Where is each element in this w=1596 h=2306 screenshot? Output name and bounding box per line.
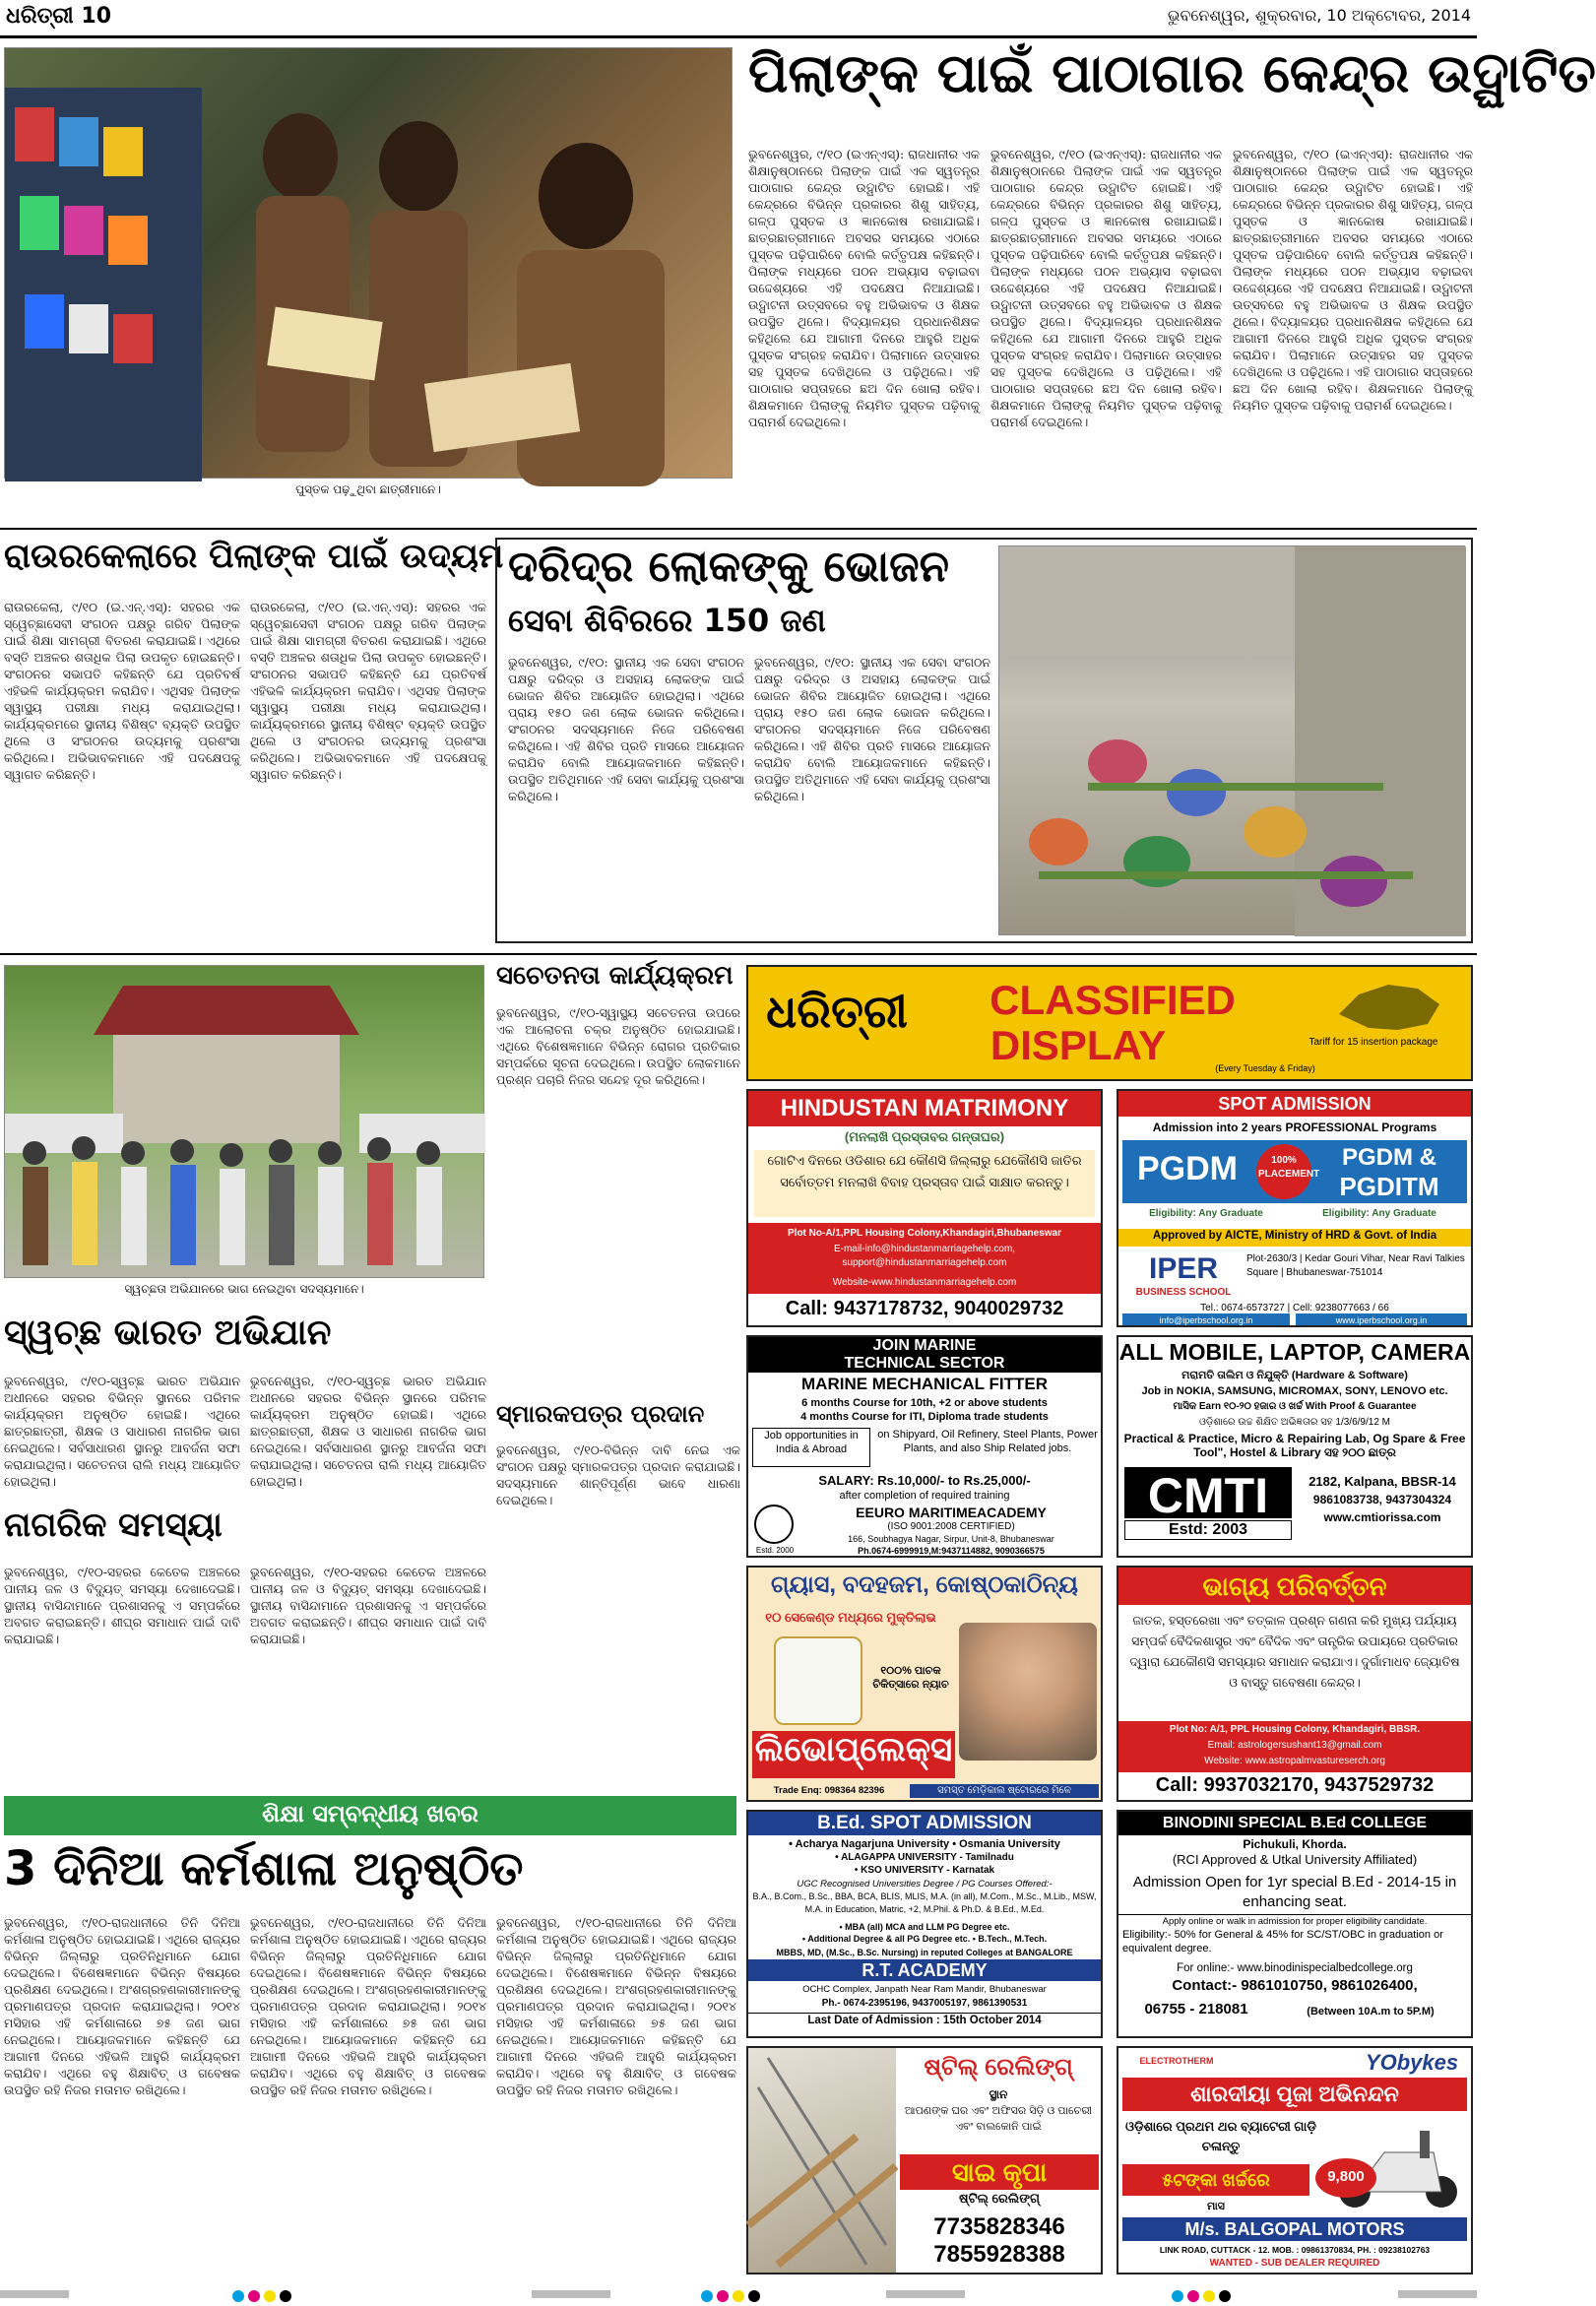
story1-body-col3: ଭୁବନେଶ୍ୱର, ୯/୧୦ (ଇଏନ୍‌ଏସ୍): ରାଜଧାନୀର ଏକ ଶିକ୍ଷାନୁଷ୍ଠାନରେ ପିଲାଙ୍କ ପାଇଁ ଏକ ସ୍ୱତନ୍ତ୍ର ପାଠାଗାର କେନ୍ଦ୍ର ଉଦ୍ଘାଟିତ ହୋଇଛି। ଏହି କେନ୍ଦ୍ରରେ ବିଭିନ୍ନ ପ୍ରକାରର ଶିଶୁ ସାହିତ୍ୟ, ଗଳ୍ପ ପୁସ୍ତକ ଓ ଜ୍ଞାନକୋଷ ରଖାଯାଇଛି। ଛାତ୍ରଛାତ୍ରୀମାନେ ଅବସର ସମୟରେ ଏଠାରେ ପୁସ୍ତକ ପଢ଼ିପାରିବେ ବୋଲି କର୍ତ୍ତୃପକ୍ଷ କହିଛନ୍ତି। ପିଲାଙ୍କ ମଧ୍ୟରେ ପଠନ ଅଭ୍ୟାସ ବଢ଼ାଇବା ଉଦ୍ଦେଶ୍ୟରେ ଏହି ପଦକ୍ଷେପ ନିଆଯାଇଛି। ଉଦ୍ଘାଟନୀ ଉତ୍ସବରେ ବହୁ ଅଭିଭାବକ ଓ ଶିକ୍ଷକ ଉପସ୍ଥିତ ଥିଲେ। ବିଦ୍ୟାଳୟର ପ୍ରଧାନଶିକ୍ଷକ କହିଥିଲେ ଯେ ଆଗାମୀ ଦିନରେ ଆହୁରି ଅଧିକ ପୁସ୍ତକ ସଂଗ୍ରହ କରାଯିବ। ପିଲାମାନେ ଉତ୍ସାହର ସହ ପୁସ୍ତକ ଦେଖିଥିଲେ ଓ ପଢ଼ିଥିଲେ। ଏହି ପାଠାଗାର ସପ୍ତାହରେ ଛଅ ଦିନ ଖୋଲା ରହିବ। ଶିକ୍ଷକମାନେ ପିଲାଙ୍କୁ ନିୟମିତ ପୁସ୍ତକ ପଢ଼ିବାକୁ ପରାମର୍ଶ ଦେଇଥିଲେ। [1233, 147, 1473, 413]
pgdm2-label: PGDM & [1342, 1144, 1436, 1171]
pgditm-label: PGDITM [1339, 1172, 1439, 1201]
livo-person-icon [959, 1623, 1097, 1761]
hindustan-body: ଗୋଟିଏ ଦିନରେ ଓଡିଶାର ଯେ କୌଣସି ଜିଲ୍ଲାରୁ ଯେକୌଣସି ଜାତିର ସର୍ବୋତ୍ତମ ମନଲାଖି ବିବାହ ପ୍ରସ୍ତାବ ପାଇଁ ସାକ୍ଷାତ କରନ୍ତୁ। [754, 1150, 1095, 1217]
spot-title: SPOT ADMISSION [1118, 1091, 1471, 1117]
story7-body-col1: ଭୁବନେଶ୍ୱର, ୯/୧୦-ସହରର କେତେକ ଅଞ୍ଚଳରେ ପାନୀୟ ଜଳ ଓ ବିଦ୍ୟୁତ୍ ସମସ୍ୟା ଦେଖାଦେଇଛି। ସ୍ଥାନୀୟ ବାସିନ୍ଦାମାନେ ପ୍ରଶାସନକୁ ଏ ସମ୍ପର୍କରେ ଅବଗତ କରାଇଛନ୍ତି। ଶୀଘ୍ର ସମାଧାନ ପାଇଁ ଦାବି କରାଯାଇଛି। [4, 1565, 240, 1646]
sai-krupa-steel-railing-ad[interactable] [746, 2046, 1103, 2274]
registration-dots-mid [701, 2287, 770, 2301]
livo-line2: ୧୦ ସେକେଣ୍ଡ ମଧ୍ୟରେ ମୁକ୍ତିଲାଭ [765, 1610, 936, 1625]
story8-body: ଭୁବନେଶ୍ୱର, ୯/୧୦-ବିଭିନ୍ନ ଦାବି ନେଇ ଏକ ସଂଗଠନ ପକ୍ଷରୁ ସ୍ମାରକପତ୍ର ପ୍ରଦାନ କରାଯାଇଛି। ସଦସ୍ୟମାନେ ଶାନ୍ତିପୂର୍ଣ୍ଣ ଭାବେ ଧାରଣା ଦେଇଥିଲେ। [496, 1442, 740, 1507]
binodini-phone2: 06755 - 218081 [1144, 2001, 1248, 2018]
cmti-or1: ମରାମତି ତାଲିମ ଓ ନିଯୁକ୍ତି (Hardware & Software) [1181, 1370, 1408, 1381]
bed-mba: • MBA (all) MCA and LLM PG Degree etc. [839, 1922, 1010, 1932]
cmti-practical: Practical & Practice, Micro & Repairing Lab, Og Spare & Free Tool", Hostel & Library ସହ ୨୦୦ ଛାତ୍ର [1123, 1432, 1466, 1459]
marine-estd: Estd. 2000 [755, 1546, 795, 1555]
classified-line2: DISPLAY [990, 1022, 1167, 1068]
cmti-ad[interactable] [1117, 1335, 1473, 1558]
hindustan-call: Call: 9437178732, 9040029732 [785, 1298, 1064, 1319]
livoplex-ad[interactable] [746, 1566, 1103, 1802]
group-photo-caption: ସ୍ୱଚ୍ଛତା ଅଭିଯାନରେ ଭାଗ ନେଇଥିବା ସଦସ୍ୟମାନେ। [124, 1282, 364, 1296]
iper-email: info@iperbschool.org.in [1122, 1313, 1290, 1325]
cmti-earn: ମାସିକ Earn ୧୦-୨୦ ହଜାର ଓ ଖର୍ଚ୍ଚ With Proof & Guarantee [1173, 1401, 1417, 1412]
story7-body-col2: ଭୁବନେଶ୍ୱର, ୯/୧୦-ସହରର କେତେକ ଅଞ୍ଚଳରେ ପାନୀୟ ଜଳ ଓ ବିଦ୍ୟୁତ୍ ସମସ୍ୟା ଦେଖାଦେଇଛି। ସ୍ଥାନୀୟ ବାସିନ୍ଦାମାନେ ପ୍ରଶାସନକୁ ଏ ସମ୍ପର୍କରେ ଅବଗତ କରାଇଛନ୍ତି। ଶୀଘ୍ର ସମାଧାନ ପାଇଁ ଦାବି କରାଯାଇଛି। [250, 1565, 486, 1646]
sai-title1: ଷ୍ଟିଲ୍ ରେଲିଙ୍ଗ୍ [924, 2054, 1073, 2081]
sai-phone1: 7735828346 [933, 2213, 1065, 2240]
price-value: 9,800 [1327, 2168, 1365, 2185]
livo-bottle-icon [774, 1636, 862, 1725]
bed-mbbs: MBBS, MD, (M.Sc., B.Sc. Nursing) in reputed Colleges at BANGALORE [776, 1948, 1073, 1957]
bed-courses: B.A., B.Com., B.Sc., BBA, BCA, BLIS, MLIS, M.A. (in all), M.Com., M.Sc., M.Lib., MSW, M.A. in Education, Matric, +2, M.Phil. & Ph.D. & B.Ed., M.Ed. [752, 1891, 1097, 1914]
marine-course1: 6 months Course for 10th, +2 or above students [801, 1397, 1048, 1409]
cmti-or2: ଓଡ଼ିଶାରେ ଉଚ୍ଚ ଶିକ୍ଷିତ ଅଭିଜ୍ଞତାର ସହ 1/3/6/9/12 M [1198, 1417, 1390, 1428]
bhagya-email: Email: astrologersushant13@gmail.com [1207, 1740, 1382, 1751]
placement-text: 100% PLACEMENT [1258, 1155, 1320, 1180]
feeding-photo [998, 545, 1465, 935]
marine-tech: TECHNICAL SECTOR [748, 1355, 1101, 1373]
cmti-logo: CMTI [1124, 1467, 1292, 1518]
iper-address: Plot-2630/3 | Kedar Gouri Vihar, Near Ravi Talkies Square | Bhubaneswar-751014 [1246, 1253, 1465, 1278]
masthead-rule [0, 35, 1477, 38]
balgopal-title3: ୫ଟଙ୍କା ଖର୍ଚ୍ଚରେ [1122, 2164, 1309, 2196]
binodini-online: For online:- www.binodinispecialbedcollege.org [1177, 1962, 1413, 1974]
binodini-bed-college-ad[interactable] [1117, 1810, 1473, 2038]
cmti-phone: 9861083738, 9437304324 [1312, 1493, 1452, 1506]
cmti-brands: Job in NOKIA, SAMSUNG, MICROMAX, SONY, LENOVO etc. [1141, 1385, 1448, 1397]
bed-title: B.Ed. SPOT ADMISSION [748, 1812, 1101, 1835]
livo-shop: ସମସ୍ତ ମେଡ଼ିକାଲ ଷ୍ଟୋରରେ ମିଳେ [910, 1784, 1099, 1798]
balgopal-address: LINK ROAD, CUTTACK - 12. MOB. : 09861370834, PH. : 09238102763 [1159, 2245, 1431, 2255]
marine-fitter: MARINE MECHANICAL FITTER [801, 1375, 1048, 1393]
hindustan-matrimony-ad[interactable] [746, 1089, 1103, 1327]
marine-phone: Ph.0674-6999919,M:9437114882, 9090366575 [858, 1546, 1045, 1556]
rt-academy: R.T. ACADEMY [748, 1959, 1101, 1981]
balgopal-title4: ମାସ [1207, 2201, 1225, 2212]
binodini-title: BINODINI SPECIAL B.Ed COLLEGE [1118, 1812, 1471, 1835]
balgopal-motors-ad[interactable] [1117, 2046, 1473, 2274]
balgopal-title1: ଶାରଦୀୟା ପୂଜା ଅଭିନନ୍ଦନ [1122, 2078, 1467, 2111]
marine-iso: (ISO 9001:2008 CERTIFIED) [887, 1521, 1015, 1532]
rt-phone: Ph.- 0674-2395196, 9437005197, 9861390531 [821, 1998, 1028, 2009]
page-dateline: ଭୁବନେଶ୍ୱର, ଶୁକ୍ରବାର, 10 ଅକ୍ଟୋବର, 2014 [1167, 6, 1471, 25]
hindustan-email: E-mail-info@hindustanmarriagehelp.com, support@hindustanmarriagehelp.com [833, 1244, 1016, 1268]
bhagya-parivartan-ad[interactable] [1117, 1566, 1473, 1802]
bed-ugc: UGC Recognised Universities Degree / PG Courses Offered:- [797, 1879, 1053, 1890]
binodini-elig: Eligibility:- 50% for General & 45% for SC/ST/OBC in graduation or equivalent degree. [1122, 1929, 1443, 1954]
balgopal-name: M/s. BALGOPAL MOTORS [1122, 2217, 1467, 2241]
hindustan-sub: (ମନଲାଖି ପ୍ରସ୍ତାବର ଗନ୍ତାଘର) [844, 1129, 1005, 1144]
balgopal-title2: ଓଡ଼ିଶାରେ ପ୍ରଥମ ଥର ବ୍ୟାଟେରୀ ଗାଡ଼ି ଚଳାନ୍ତୁ [1125, 2119, 1316, 2153]
bhagya-call: Call: 9937032170, 9437529732 [1155, 1774, 1435, 1796]
livo-title: ଗ୍ୟାସ, ବଦହଜମ, କୋଷ୍ଠକାଠିନ୍ୟ [771, 1571, 1078, 1598]
binodini-rci: (RCI Approved & Utkal University Affiliated) [1172, 1852, 1418, 1867]
story9-body-col1: ଭୁବନେଶ୍ୱର, ୯/୧୦-ରାଜଧାନୀରେ ତିନି ଦିନିଆ କର୍ମଶାଳା ଅନୁଷ୍ଠିତ ହୋଇଯାଇଛି। ଏଥିରେ ରାଜ୍ୟର ବିଭିନ୍ନ ଜିଲ୍ଲାରୁ ପ୍ରତିନିଧିମାନେ ଯୋଗ ଦେଇଥିଲେ। ବିଶେଷଜ୍ଞମାନେ ବିଭିନ୍ନ ବିଷୟରେ ପ୍ରଶିକ୍ଷଣ ଦେଇଥିଲେ। ଅଂଶଗ୍ରହଣକାରୀମାନଙ୍କୁ ପ୍ରମାଣପତ୍ର ପ୍ରଦାନ କରାଯାଇଥିଲା। ୨୦୧୪ ମସିହାର ଏହି କର୍ମଶାଳାରେ ୭୫ ଜଣ ଭାଗ ନେଇଥିଲେ। ଆୟୋଜକମାନେ କହିଛନ୍ତି ଯେ ଆଗାମୀ ଦିନରେ ଏହିଭଳି ଆହୁରି କାର୍ଯ୍ୟକ୍ରମ କରାଯିବ। ଏଥିରେ ବହୁ ଶିକ୍ଷାବିତ୍ ଓ ଗବେଷକ ଉପସ୍ଥିତ ରହି ନିଜର ମତାମତ ରଖିଥିଲେ। [4, 1915, 240, 2097]
marine-logo-icon [754, 1505, 794, 1544]
group-photo [4, 965, 484, 1278]
binodini-apply: Apply online or walk in admission for proper eligibility candidate. [1118, 1914, 1471, 1926]
marine-course2: 4 months Course for ITI, Diploma trade students [800, 1411, 1049, 1423]
tariff-text: Tariff for 15 insertion package [1309, 1037, 1438, 1048]
railing-photo [748, 2048, 896, 2273]
registration-dots-right [1172, 2287, 1241, 2301]
marine-jobs: Job opportunities in India & Abroad [752, 1428, 870, 1467]
page-folio: ଧରିତ୍ରୀ 10 [6, 4, 112, 29]
livo-trade: Trade Enq: 098364 82396 [773, 1785, 885, 1796]
approved-text: Approved by AICTE, Ministry of HRD & Govt. of India [1118, 1229, 1471, 1247]
cmti-web: www.cmtiorissa.com [1323, 1510, 1441, 1524]
bhagya-web: Website: www.astropalmvastureserch.org [1204, 1756, 1385, 1766]
story6-body: ଭୁବନେଶ୍ୱର, ୯/୧୦-ସ୍ୱାସ୍ଥ୍ୟ ସଚେତନତା ଉପରେ ଏକ ଆଲୋଚନା ଚକ୍ର ଅନୁଷ୍ଠିତ ହୋଇଯାଇଛି। ଏଥିରେ ବିଶେଷଜ୍ଞମାନେ ବିଭିନ୍ନ ରୋଗର ପ୍ରତିକାର ସମ୍ପର୍କରେ ସୂଚନା ଦେଇଥିଲେ। ଉପସ୍ଥିତ ଲୋକମାନେ ପ୍ରଶ୍ନ ପଚାରି ନିଜର ସନ୍ଦେହ ଦୂର କରିଥିଲେ। [496, 1005, 740, 1087]
education-banner-text: ଶିକ୍ଷା ସମ୍ବନ୍ଧୀୟ ଖବର [262, 1800, 479, 1827]
footer-stripe-mid1 [532, 2290, 610, 2298]
sai-body: ଆପଣଙ୍କ ଘର ଏବଂ ଅଫିସର ସିଡ଼ି ଓ ପାଚେରୀ ଏବଂ ବାଲକୋନି ପାଇଁ [904, 2105, 1093, 2133]
marine-academy-ad[interactable] [746, 1335, 1103, 1558]
story5-body-col2: ଭୁବନେଶ୍ୱର, ୯/୧୦-ସ୍ୱଚ୍ଛ ଭାରତ ଅଭିଯାନ ଅଧୀନରେ ସହରର ବିଭିନ୍ନ ସ୍ଥାନରେ ପରିମଳ କାର୍ଯ୍ୟକ୍ରମ ଅନୁଷ୍ଠିତ ହୋଇଛି। ଏଥିରେ ଛାତ୍ରଛାତ୍ରୀ, ଶିକ୍ଷକ ଓ ସାଧାରଣ ନାଗରିକ ଭାଗ ନେଇଥିଲେ। ସର୍ବସାଧାରଣ ସ୍ଥାନରୁ ଆବର୍ଜନା ସଫା କରାଯାଇଥିଲା। ସଚେତନତା ରାଲି ମଧ୍ୟ ଆୟୋଜିତ ହୋଇଥିଲା। [250, 1374, 486, 1489]
marine-ship: on Shipyard, Oil Refinery, Steel Plants, Power Plants, and also Ship Related jobs. [877, 1429, 1098, 1454]
spot-sub: Admission into 2 years PROFESSIONAL Programs [1152, 1121, 1437, 1134]
story5-headline: ସ୍ୱଚ୍ଛ ଭାରତ ଅଭିଯାନ [4, 1313, 332, 1353]
balgopal-wanted: WANTED - SUB DEALER REQUIRED [1209, 2258, 1380, 2269]
yobykes-logo: YObykes [1365, 2050, 1459, 2075]
registration-dots-left [232, 2287, 301, 2301]
iper-spot-admission-ad[interactable] [1117, 1089, 1473, 1327]
marine-academy-name: EEURO MARITIMEACADEMY [856, 1505, 1047, 1520]
marine-address: 166, Soubhagya Nagar, Sirpur, Unit-8, Bhubaneswar [848, 1534, 1054, 1544]
rt-last-date: Last Date of Admission : 15th October 2014 [748, 2013, 1101, 2028]
row1-rule [0, 528, 1477, 530]
sai-title2: ସ୍ଥାନ [989, 2087, 1008, 2101]
classified-line1: CLASSIFIED [990, 977, 1236, 1023]
story2-body-col1: ରାଉରକେଲା, ୯/୧୦ (ଇ.ଏନ୍.ଏସ୍): ସହରର ଏକ ସ୍ୱେଚ୍ଛାସେବୀ ସଂଗଠନ ପକ୍ଷରୁ ଗରିବ ପିଲାଙ୍କ ପାଇଁ ଶିକ୍ଷା ସାମଗ୍ରୀ ବିତରଣ କରାଯାଇଛି। ଏଥିରେ ବସ୍ତି ଅଞ୍ଚଳର ଶତାଧିକ ପିଲା ଉପକୃତ ହୋଇଛନ୍ତି। ସଂଗଠନର ସଭାପତି କହିଛନ୍ତି ଯେ ପ୍ରତିବର୍ଷ ଏହିଭଳି କାର୍ଯ୍ୟକ୍ରମ କରାଯିବ। ଏଥିସହ ପିଲାଙ୍କ ସ୍ୱାସ୍ଥ୍ୟ ପରୀକ୍ଷା ମଧ୍ୟ କରାଯାଇଥିଲା। କାର୍ଯ୍ୟକ୍ରମରେ ସ୍ଥାନୀୟ ବିଶିଷ୍ଟ ବ୍ୟକ୍ତି ଉପସ୍ଥିତ ଥିଲେ ଓ ସଂଗଠନର ଉଦ୍ୟମକୁ ପ୍ରଶଂସା କରିଥିଲେ। ଅଭିଭାବକମାନେ ଏହି ପଦକ୍ଷେପକୁ ସ୍ୱାଗତ କରିଛନ୍ତି। [4, 600, 240, 782]
binodini-contact: Contact:- 9861010750, 9861026400, [1172, 1977, 1418, 1994]
story5-body-col1: ଭୁବନେଶ୍ୱର, ୯/୧୦-ସ୍ୱଚ୍ଛ ଭାରତ ଅଭିଯାନ ଅଧୀନରେ ସହରର ବିଭିନ୍ନ ସ୍ଥାନରେ ପରିମଳ କାର୍ଯ୍ୟକ୍ରମ ଅନୁଷ୍ଠିତ ହୋଇଛି। ଏଥିରେ ଛାତ୍ରଛାତ୍ରୀ, ଶିକ୍ଷକ ଓ ସାଧାରଣ ନାଗରିକ ଭାଗ ନେଇଥିଲେ। ସର୍ବସାଧାରଣ ସ୍ଥାନରୁ ଆବର୍ଜନା ସଫା କରାଯାଇଥିଲା। ସଚେତନତା ରାଲି ମଧ୍ୟ ଆୟୋଜିତ ହୋଇଥିଲା। [4, 1374, 240, 1489]
odisha-map-icon [1329, 975, 1447, 1034]
footer-stripe-right [1398, 2290, 1477, 2298]
story9-headline: 3 ଦିନିଆ କର୍ମଶାଳା ଅନୁଷ୍ଠିତ [4, 1841, 524, 1896]
story3-body-col1: ଭୁବନେଶ୍ୱର, ୯/୧୦: ସ୍ଥାନୀୟ ଏକ ସେବା ସଂଗଠନ ପକ୍ଷରୁ ଦରିଦ୍ର ଓ ଅସହାୟ ଲୋକଙ୍କ ପାଇଁ ଭୋଜନ ଶିବିର ଆୟୋଜିତ ହୋଇଥିଲା। ଏଥିରେ ପ୍ରାୟ ୧୫୦ ଜଣ ଲୋକ ଭୋଜନ କରିଥିଲେ। ସଂଗଠନର ସଦସ୍ୟମାନେ ନିଜେ ପରିବେଷଣ କରିଥିଲେ। ଏହି ଶିବିର ପ୍ରତି ମାସରେ ଆୟୋଜନ କରାଯିବ ବୋଲି ଆୟୋଜକମାନେ କହିଛନ୍ତି। ଉପସ୍ଥିତ ଅତିଥିମାନେ ଏହି ସେବା କାର୍ଯ୍ୟକୁ ପ୍ରଶଂସା କରିଥିଲେ। [508, 655, 744, 803]
binodini-open: Admission Open for 1yr special B.Ed - 2014-15 in enhancing seat. [1132, 1874, 1457, 1910]
story2-body-col2: ରାଉରକେଲା, ୯/୧୦ (ଇ.ଏନ୍.ଏସ୍): ସହରର ଏକ ସ୍ୱେଚ୍ଛାସେବୀ ସଂଗଠନ ପକ୍ଷରୁ ଗରିବ ପିଲାଙ୍କ ପାଇଁ ଶିକ୍ଷା ସାମଗ୍ରୀ ବିତରଣ କରାଯାଇଛି। ଏଥିରେ ବସ୍ତି ଅଞ୍ଚଳର ଶତାଧିକ ପିଲା ଉପକୃତ ହୋଇଛନ୍ତି। ସଂଗଠନର ସଭାପତି କହିଛନ୍ତି ଯେ ପ୍ରତିବର୍ଷ ଏହିଭଳି କାର୍ଯ୍ୟକ୍ରମ କରାଯିବ। ଏଥିସହ ପିଲାଙ୍କ ସ୍ୱାସ୍ଥ୍ୟ ପରୀକ୍ଷା ମଧ୍ୟ କରାଯାଇଥିଲା। କାର୍ଯ୍ୟକ୍ରମରେ ସ୍ଥାନୀୟ ବିଶିଷ୍ଟ ବ୍ୟକ୍ତି ଉପସ୍ଥିତ ଥିଲେ ଓ ସଂଗଠନର ଉଦ୍ୟମକୁ ପ୍ରଶଂସା କରିଥିଲେ। ଅଭିଭାବକମାନେ ଏହି ପଦକ୍ଷେପକୁ ସ୍ୱାଗତ କରିଛନ୍ତି। [250, 600, 486, 782]
marine-join: JOIN MARINE [748, 1337, 1101, 1355]
marine-salary: SALARY: Rs.10,000/- to Rs.25,000/- [818, 1473, 1031, 1488]
bed-add: • Additional Degree & all PG Degree etc. • B.Tech., M.Tech. [801, 1934, 1048, 1944]
pgdm-label: PGDM [1137, 1150, 1238, 1187]
dharitri-logo: ଧରିତ୍ରୀ [766, 986, 908, 1037]
story1-body-col2: ଭୁବନେଶ୍ୱର, ୯/୧୦ (ଇଏନ୍‌ଏସ୍): ରାଜଧାନୀର ଏକ ଶିକ୍ଷାନୁଷ୍ଠାନରେ ପିଲାଙ୍କ ପାଇଁ ଏକ ସ୍ୱତନ୍ତ୍ର ପାଠାଗାର କେନ୍ଦ୍ର ଉଦ୍ଘାଟିତ ହୋଇଛି। ଏହି କେନ୍ଦ୍ରରେ ବିଭିନ୍ନ ପ୍ରକାରର ଶିଶୁ ସାହିତ୍ୟ, ଗଳ୍ପ ପୁସ୍ତକ ଓ ଜ୍ଞାନକୋଷ ରଖାଯାଇଛି। ଛାତ୍ରଛାତ୍ରୀମାନେ ଅବସର ସମୟରେ ଏଠାରେ ପୁସ୍ତକ ପଢ଼ିପାରିବେ ବୋଲି କର୍ତ୍ତୃପକ୍ଷ କହିଛନ୍ତି। ପିଲାଙ୍କ ମଧ୍ୟରେ ପଠନ ଅଭ୍ୟାସ ବଢ଼ାଇବା ଉଦ୍ଦେଶ୍ୟରେ ଏହି ପଦକ୍ଷେପ ନିଆଯାଇଛି। ଉଦ୍ଘାଟନୀ ଉତ୍ସବରେ ବହୁ ଅଭିଭାବକ ଓ ଶିକ୍ଷକ ଉପସ୍ଥିତ ଥିଲେ। ବିଦ୍ୟାଳୟର ପ୍ରଧାନଶିକ୍ଷକ କହିଥିଲେ ଯେ ଆଗାମୀ ଦିନରେ ଆହୁରି ଅଧିକ ପୁସ୍ତକ ସଂଗ୍ରହ କରାଯିବ। ପିଲାମାନେ ଉତ୍ସାହର ସହ ପୁସ୍ତକ ଦେଖିଥିଲେ ଓ ପଢ଼ିଥିଲେ। ଏହି ପାଠାଗାର ସପ୍ତାହରେ ଛଅ ଦିନ ଖୋଲା ରହିବ। ଶିକ୍ଷକମାନେ ପିଲାଙ୍କୁ ନିୟମିତ ପୁସ୍ତକ ପଢ଼ିବାକୁ ପରାମର୍ଶ ଦେଇଥିଲେ। [990, 147, 1222, 429]
story1-body-col1: ଭୁବନେଶ୍ୱର, ୯/୧୦ (ଇଏନ୍‌ଏସ୍): ରାଜଧାନୀର ଏକ ଶିକ୍ଷାନୁଷ୍ଠାନରେ ପିଲାଙ୍କ ପାଇଁ ଏକ ସ୍ୱତନ୍ତ୍ର ପାଠାଗାର କେନ୍ଦ୍ର ଉଦ୍ଘାଟିତ ହୋଇଛି। ଏହି କେନ୍ଦ୍ରରେ ବିଭିନ୍ନ ପ୍ରକାରର ଶିଶୁ ସାହିତ୍ୟ, ଗଳ୍ପ ପୁସ୍ତକ ଓ ଜ୍ଞାନକୋଷ ରଖାଯାଇଛି। ଛାତ୍ରଛାତ୍ରୀମାନେ ଅବସର ସମୟରେ ଏଠାରେ ପୁସ୍ତକ ପଢ଼ିପାରିବେ ବୋଲି କର୍ତ୍ତୃପକ୍ଷ କହିଛନ୍ତି। ପିଲାଙ୍କ ମଧ୍ୟରେ ପଠନ ଅଭ୍ୟାସ ବଢ଼ାଇବା ଉଦ୍ଦେଶ୍ୟରେ ଏହି ପଦକ୍ଷେପ ନିଆଯାଇଛି। ଉଦ୍ଘାଟନୀ ଉତ୍ସବରେ ବହୁ ଅଭିଭାବକ ଓ ଶିକ୍ଷକ ଉପସ୍ଥିତ ଥିଲେ। ବିଦ୍ୟାଳୟର ପ୍ରଧାନଶିକ୍ଷକ କହିଥିଲେ ଯେ ଆଗାମୀ ଦିନରେ ଆହୁରି ଅଧିକ ପୁସ୍ତକ ସଂଗ୍ରହ କରାଯିବ। ପିଲାମାନେ ଉତ୍ସାହର ସହ ପୁସ୍ତକ ଦେଖିଥିଲେ ଓ ପଢ଼ିଥିଲେ। ଏହି ପାଠାଗାର ସପ୍ତାହରେ ଛଅ ଦିନ ଖୋଲା ରହିବ। ଶିକ୍ଷକମାନେ ପିଲାଙ୍କୁ ନିୟମିତ ପୁସ୍ତକ ପଢ଼ିବାକୁ ପରାମର୍ଶ ଦେଇଥିଲେ। [748, 147, 980, 429]
classified-days: (Every Tuesday & Friday) [1215, 1063, 1315, 1073]
cmti-estd: Estd: 2003 [1124, 1520, 1292, 1540]
bed-univ3: • KSO UNIVERSITY - Karnatak [854, 1865, 995, 1876]
marine-after: after completion of required training [839, 1490, 1010, 1502]
library-photo [4, 47, 733, 479]
binodini-loc: Pichukuli, Khorda. [1243, 1837, 1347, 1851]
story3-body-col2: ଭୁବନେଶ୍ୱର, ୯/୧୦: ସ୍ଥାନୀୟ ଏକ ସେବା ସଂଗଠନ ପକ୍ଷରୁ ଦରିଦ୍ର ଓ ଅସହାୟ ଲୋକଙ୍କ ପାଇଁ ଭୋଜନ ଶିବିର ଆୟୋଜିତ ହୋଇଥିଲା। ଏଥିରେ ପ୍ରାୟ ୧୫୦ ଜଣ ଲୋକ ଭୋଜନ କରିଥିଲେ। ସଂଗଠନର ସଦସ୍ୟମାନେ ନିଜେ ପରିବେଷଣ କରିଥିଲେ। ଏହି ଶିବିର ପ୍ରତି ମାସରେ ଆୟୋଜନ କରାଯିବ ବୋଲି ଆୟୋଜକମାନେ କହିଛନ୍ତି। ଉପସ୍ଥିତ ଅତିଥିମାନେ ଏହି ସେବା କାର୍ଯ୍ୟକୁ ପ୍ରଶଂସା କରିଥିଲେ। [754, 655, 990, 803]
story9-body-col2: ଭୁବନେଶ୍ୱର, ୯/୧୦-ରାଜଧାନୀରେ ତିନି ଦିନିଆ କର୍ମଶାଳା ଅନୁଷ୍ଠିତ ହୋଇଯାଇଛି। ଏଥିରେ ରାଜ୍ୟର ବିଭିନ୍ନ ଜିଲ୍ଲାରୁ ପ୍ରତିନିଧିମାନେ ଯୋଗ ଦେଇଥିଲେ। ବିଶେଷଜ୍ଞମାନେ ବିଭିନ୍ନ ବିଷୟରେ ପ୍ରଶିକ୍ଷଣ ଦେଇଥିଲେ। ଅଂଶଗ୍ରହଣକାରୀମାନଙ୍କୁ ପ୍ରମାଣପତ୍ର ପ୍ରଦାନ କରାଯାଇଥିଲା। ୨୦୧୪ ମସିହାର ଏହି କର୍ମଶାଳାରେ ୭୫ ଜଣ ଭାଗ ନେଇଥିଲେ। ଆୟୋଜକମାନେ କହିଛନ୍ତି ଯେ ଆଗାମୀ ଦିନରେ ଏହିଭଳି ଆହୁରି କାର୍ଯ୍ୟକ୍ରମ କରାଯିବ। ଏଥିରେ ବହୁ ଶିକ୍ଷାବିତ୍ ଓ ଗବେଷକ ଉପସ୍ଥିତ ରହି ନିଜର ମତାମତ ରଖିଥିଲେ। [250, 1915, 486, 2097]
bed-spot-admission-ad[interactable] [746, 1810, 1103, 2038]
feeding-photo-art [999, 546, 1466, 936]
story3-headline: ଦରିଦ୍ର ଲୋକଙ୍କୁ ଭୋଜନ [508, 542, 949, 592]
hindustan-address: Plot No-A/1,PPL Housing Colony,Khandagiri,Bhubaneswar [788, 1228, 1061, 1239]
story9-body-col3: ଭୁବନେଶ୍ୱର, ୯/୧୦-ରାଜଧାନୀରେ ତିନି ଦିନିଆ କର୍ମଶାଳା ଅନୁଷ୍ଠିତ ହୋଇଯାଇଛି। ଏଥିରେ ରାଜ୍ୟର ବିଭିନ୍ନ ଜିଲ୍ଲାରୁ ପ୍ରତିନିଧିମାନେ ଯୋଗ ଦେଇଥିଲେ। ବିଶେଷଜ୍ଞମାନେ ବିଭିନ୍ନ ବିଷୟରେ ପ୍ରଶିକ୍ଷଣ ଦେଇଥିଲେ। ଅଂଶଗ୍ରହଣକାରୀମାନଙ୍କୁ ପ୍ରମାଣପତ୍ର ପ୍ରଦାନ କରାଯାଇଥିଲା। ୨୦୧୪ ମସିହାର ଏହି କର୍ମଶାଳାରେ ୭୫ ଜଣ ଭାଗ ନେଇଥିଲେ। ଆୟୋଜକମାନେ କହିଛନ୍ତି ଯେ ଆଗାମୀ ଦିନରେ ଏହିଭଳି ଆହୁରି କାର୍ଯ୍ୟକ୍ରମ କରାଯିବ। ଏଥିରେ ବହୁ ଶିକ୍ଷାବିତ୍ ଓ ଗବେଷକ ଉପସ୍ଥିତ ରହି ନିଜର ମତାମତ ରଖିଥିଲେ। [496, 1915, 736, 2097]
classified-display-ad[interactable] [746, 965, 1473, 1081]
iper-tel: Tel.: 0674-6573727 | Cell: 9238077663 / 66 [1200, 1303, 1389, 1313]
iper-web: www.iperbschool.org.in [1296, 1313, 1467, 1325]
hindustan-title: HINDUSTAN MATRIMONY [748, 1091, 1101, 1126]
sai-brand2: ଷ୍ଟିଲ୍ ରେଲିଙ୍ଗ୍ [959, 2191, 1040, 2206]
cmti-address: 2182, Kalpana, BBSR-14 [1309, 1474, 1456, 1489]
story3-subhead: ସେବା ଶିବିରରେ 150 ଜଣ [508, 602, 826, 639]
story8-headline: ସ୍ମାରକପତ୍ର ପ୍ରଦାନ [496, 1400, 705, 1428]
story6-headline: ସଚେତନତା କାର୍ଯ୍ୟକ୍ରମ [496, 961, 734, 991]
sai-phone2: 7855928388 [933, 2241, 1065, 2268]
library-photo-caption: ପୁସ୍ତକ ପଢ଼ୁଥିବା ଛାତ୍ରୀମାନେ। [295, 482, 441, 496]
cmti-title: ALL MOBILE, LAPTOP, CAMERA [1118, 1339, 1471, 1365]
footer-stripe-left [0, 2290, 69, 2298]
group-photo-art [5, 966, 485, 1279]
story2-headline: ରାଉରକେଲାରେ ପିଲାଙ୍କ ପାଇଁ ଉଦ୍ୟମ [4, 537, 504, 576]
story7-headline: ନାଗରିକ ସମସ୍ୟା [4, 1505, 223, 1545]
row2-rule [0, 953, 1477, 955]
bed-univ2: • ALAGAPPA UNIVERSITY - Tamilnadu [835, 1852, 1014, 1863]
sai-brand: ସାଇ କୃପା [900, 2154, 1099, 2190]
bhagya-body: ଜାତକ, ହସ୍ତରେଖା ଏବଂ ତତ୍କାଳ ପ୍ରଶ୍ନ ଗଣନା କରି ମୁଖ୍ୟ ପର୍ଯ୍ୟାୟ ସମ୍ପର୍କ ବୈଦିକଶାସ୍ତ୍ର ଏବଂ ବୈଦିକ ଏବଂ ତାନ୍ତ୍ରିକ ଉପାୟରେ ପ୍ରତିକାର ଦ୍ୱାରା ଯେକୌଣସି ସମସ୍ୟାର ସମାଧାନ କରାଯାଏ। ଦୁର୍ଗାମାଧବ ଜ୍ୟୋତିଷ ଓ ବାସ୍ତୁ ଗବେଷଣା କେନ୍ଦ୍ର। [1129, 1614, 1460, 1690]
binodini-time: (Between 10A.m to 5P.M) [1307, 2006, 1435, 2018]
story1-headline: ପିଲାଙ୍କ ପାଇଁ ପାଠାଗାର କେନ୍ଦ୍ର ଉଦ୍ଘାଟିତ [748, 42, 1596, 104]
electrotherm-logo: ELECTROTHERM [1139, 2056, 1214, 2066]
elig1: Eligibility: Any Graduate [1149, 1208, 1263, 1219]
livo-pct: ୧୦୦% ପାଚକ ଚିକିତ୍ସାରେ ନ୍ୟାଚ [872, 1665, 949, 1691]
footer-stripe-mid2 [886, 2290, 965, 2298]
livo-brand: ଲିଭୋପ୍ଲେକ୍ସ [752, 1731, 955, 1778]
hindustan-website: Website-www.hindustanmarriagehelp.com [832, 1277, 1017, 1288]
library-photo-art [5, 48, 734, 480]
elig2: Eligibility: Any Graduate [1322, 1208, 1436, 1219]
bhagya-address: Plot No: A/1, PPL Housing Colony, Khandagiri, BBSR. [1169, 1724, 1421, 1735]
bed-univ1: • Acharya Nagarjuna University • Osmania University [789, 1838, 1060, 1850]
rt-address: OCHC Complex, Janpath Near Ram Mandir, Bhubaneswar [802, 1984, 1047, 1995]
iper-logo: IPER [1148, 1252, 1219, 1285]
iper-school: BUSINESS SCHOOL [1135, 1287, 1232, 1298]
bhagya-title: ଭାଗ୍ୟ ପରିବର୍ତ୍ତନ [1118, 1568, 1471, 1605]
